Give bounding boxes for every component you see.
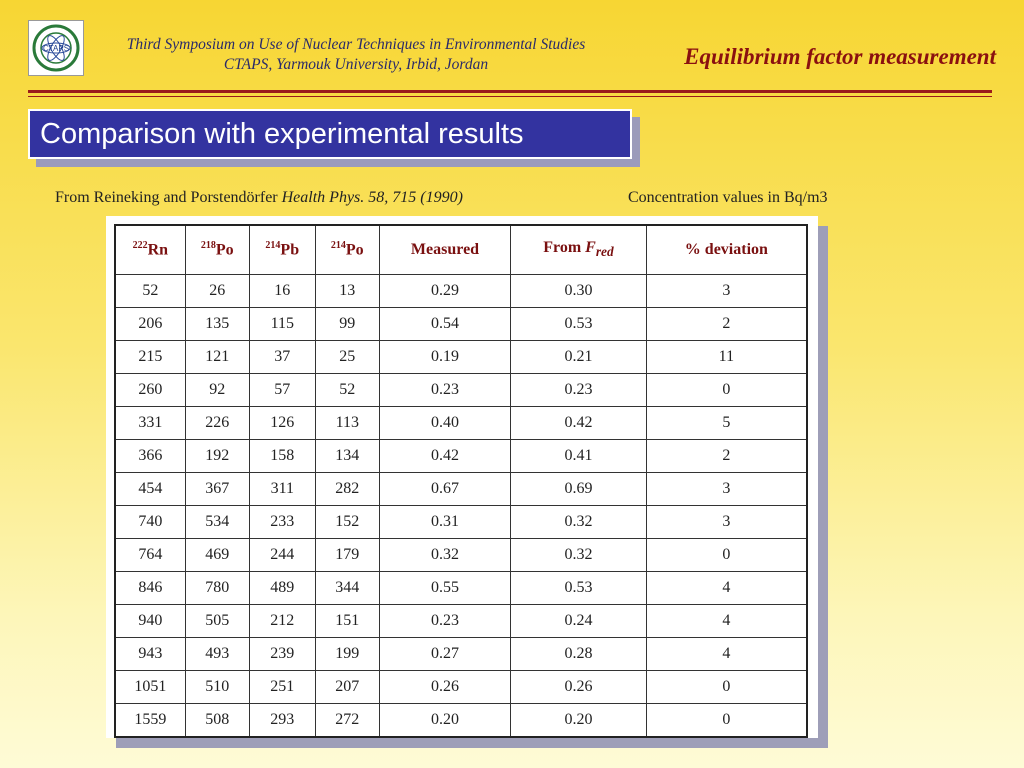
table-cell: 534 (185, 506, 249, 539)
table-cell: 0.26 (511, 671, 647, 704)
table-cell: 0 (646, 671, 807, 704)
table-cell: 113 (315, 407, 379, 440)
table-cell: 206 (115, 308, 185, 341)
logo-emblem-icon (31, 23, 81, 73)
table-cell: 272 (315, 704, 379, 738)
table-cell: 0.54 (379, 308, 510, 341)
table-row (115, 407, 807, 440)
table-cell: 2 (646, 308, 807, 341)
table-cell: 1559 (115, 704, 185, 738)
table-cell: 2 (646, 440, 807, 473)
table-cell: 215 (115, 341, 185, 374)
table-row (115, 572, 807, 605)
table-cell: 505 (185, 605, 249, 638)
slide-topic: Equilibrium factor measurement (684, 44, 996, 69)
results-table (114, 224, 808, 738)
table-row (115, 704, 807, 738)
table-cell: 212 (249, 605, 315, 638)
table-cell: 179 (315, 539, 379, 572)
table-cell: 4 (646, 605, 807, 638)
table-cell: 260 (115, 374, 185, 407)
table-cell: 0.67 (379, 473, 510, 506)
table-cell: 0.19 (379, 341, 510, 374)
table-header-row (115, 225, 807, 275)
table-cell: 0.23 (379, 374, 510, 407)
table-cell: 293 (249, 704, 315, 738)
units-note: Concentration values in Bq/m3 (628, 189, 828, 206)
header-rule-thin (28, 96, 992, 97)
header-from-fred: From $F_{red}$ (511, 225, 647, 275)
table-cell: 0.41 (511, 440, 647, 473)
svg-text:CTAPS: CTAPS (42, 44, 70, 53)
table-row (115, 638, 807, 671)
header-rn222: $^{222}$Rn (115, 225, 185, 275)
table-cell: 4 (646, 638, 807, 671)
table-cell: 764 (115, 539, 185, 572)
table-cell: 0.28 (511, 638, 647, 671)
table-cell: 0.31 (379, 506, 510, 539)
table-cell: 0 (646, 374, 807, 407)
table-cell: 4 (646, 572, 807, 605)
table-cell: 0.23 (379, 605, 510, 638)
table-cell: 740 (115, 506, 185, 539)
source-journal: Health Phys. 58, 715 (1990) (281, 189, 463, 206)
table-cell: 233 (249, 506, 315, 539)
symposium-header (96, 35, 616, 75)
table-cell: 134 (315, 440, 379, 473)
table-cell: 0 (646, 539, 807, 572)
table-cell: 508 (185, 704, 249, 738)
table-cell: 366 (115, 440, 185, 473)
header-pb214: $^{214}$Pb (249, 225, 315, 275)
table-cell: 0.40 (379, 407, 510, 440)
table-cell: 0.29 (379, 275, 510, 308)
table-cell: 199 (315, 638, 379, 671)
table-cell: 493 (185, 638, 249, 671)
table-cell: 1051 (115, 671, 185, 704)
table-cell: 3 (646, 275, 807, 308)
table-cell: 0.55 (379, 572, 510, 605)
table-row (115, 341, 807, 374)
table-cell: 115 (249, 308, 315, 341)
table-cell: 0.30 (511, 275, 647, 308)
table-cell: 0.23 (511, 374, 647, 407)
table-cell: 0.42 (511, 407, 647, 440)
table-cell: 510 (185, 671, 249, 704)
table-cell: 158 (249, 440, 315, 473)
table-cell: 13 (315, 275, 379, 308)
header-measured: Measured (379, 225, 510, 275)
table-row (115, 506, 807, 539)
table-cell: 469 (185, 539, 249, 572)
table-cell: 11 (646, 341, 807, 374)
table-cell: 251 (249, 671, 315, 704)
ctaps-logo (28, 20, 84, 76)
table-cell: 282 (315, 473, 379, 506)
table-cell: 226 (185, 407, 249, 440)
table-cell: 37 (249, 341, 315, 374)
table-cell: 0.21 (511, 341, 647, 374)
table-cell: 16 (249, 275, 315, 308)
symposium-venue: CTAPS, Yarmouk University, Irbid, Jordan (223, 56, 489, 73)
header-rule-thick (28, 90, 992, 93)
symposium-title: Third Symposium on Use of Nuclear Techniques in Environmental Studies (126, 36, 586, 53)
table-cell: 331 (115, 407, 185, 440)
table-row (115, 275, 807, 308)
table-cell: 3 (646, 473, 807, 506)
table-cell: 0.53 (511, 308, 647, 341)
table-cell: 244 (249, 539, 315, 572)
table-cell: 5 (646, 407, 807, 440)
table-cell: 0.27 (379, 638, 510, 671)
table-row (115, 473, 807, 506)
table-frame (106, 216, 818, 738)
header-po214: $^{214}$Po (315, 225, 379, 275)
table-row (115, 671, 807, 704)
table-cell: 780 (185, 572, 249, 605)
table-row (115, 539, 807, 572)
header-po218: $^{218}$Po (185, 225, 249, 275)
table-cell: 192 (185, 440, 249, 473)
table-cell: 152 (315, 506, 379, 539)
table-cell: 0.32 (511, 539, 647, 572)
table-cell: 151 (315, 605, 379, 638)
slide-title: Comparison with experimental results (28, 109, 632, 159)
table-cell: 0 (646, 704, 807, 738)
table-cell: 0.53 (511, 572, 647, 605)
table-cell: 126 (249, 407, 315, 440)
table-cell: 57 (249, 374, 315, 407)
table-cell: 0.42 (379, 440, 510, 473)
source-citation (55, 189, 463, 207)
table-cell: 0.24 (511, 605, 647, 638)
table-row (115, 605, 807, 638)
table-cell: 0.20 (511, 704, 647, 738)
table-cell: 0.32 (379, 539, 510, 572)
table-cell: 0.20 (379, 704, 510, 738)
table-row (115, 308, 807, 341)
table-cell: 121 (185, 341, 249, 374)
table-cell: 367 (185, 473, 249, 506)
table-cell: 52 (315, 374, 379, 407)
header-deviation: % deviation (646, 225, 807, 275)
table-cell: 26 (185, 275, 249, 308)
table-cell: 207 (315, 671, 379, 704)
table-row (115, 374, 807, 407)
table-cell: 0.32 (511, 506, 647, 539)
table-cell: 92 (185, 374, 249, 407)
table-cell: 99 (315, 308, 379, 341)
table-cell: 940 (115, 605, 185, 638)
table-cell: 943 (115, 638, 185, 671)
table-cell: 239 (249, 638, 315, 671)
source-prefix: From Reineking and Porstendörfer (55, 189, 282, 206)
table-cell: 0.69 (511, 473, 647, 506)
table-cell: 454 (115, 473, 185, 506)
table-cell: 3 (646, 506, 807, 539)
table-cell: 52 (115, 275, 185, 308)
table-cell: 25 (315, 341, 379, 374)
table-cell: 311 (249, 473, 315, 506)
table-cell: 846 (115, 572, 185, 605)
table-cell: 135 (185, 308, 249, 341)
table-cell: 489 (249, 572, 315, 605)
table-cell: 344 (315, 572, 379, 605)
table-row (115, 440, 807, 473)
table-cell: 0.26 (379, 671, 510, 704)
